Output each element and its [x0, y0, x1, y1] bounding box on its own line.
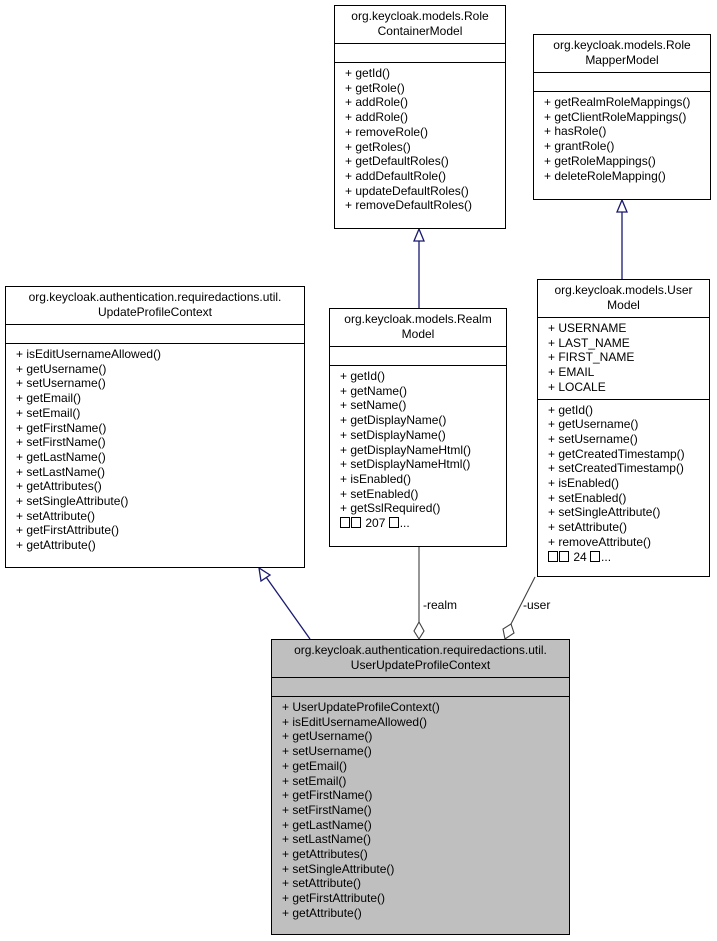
operation-item: + isEditUsernameAllowed() [16, 347, 162, 361]
operation-item: + setEnabled() [340, 486, 419, 501]
operation-item: + getUsername() [16, 361, 107, 376]
operation-item: + getFirstAttribute() [16, 523, 120, 538]
attribute-item: + LOCALE [548, 379, 606, 394]
operation-item: + setName() [340, 398, 407, 413]
attribute-item: + LAST_NAME [548, 335, 630, 350]
operation-item: + setUsername() [282, 744, 372, 759]
more-count: 24 [573, 549, 587, 564]
operation-item: + getDisplayNameHtml() [340, 442, 472, 457]
operations-section [335, 63, 505, 216]
operation-item: + setSingleAttribute() [282, 861, 395, 876]
operation-item: + getId() [548, 402, 594, 417]
aggregation-diamond [414, 622, 424, 639]
inheritance-arrowhead [617, 200, 627, 212]
class-user-model[interactable] [537, 279, 710, 577]
operation-item: + setFirstName() [16, 435, 106, 450]
operation-item: + removeDefaultRoles() [345, 198, 473, 213]
class-realm-model[interactable] [329, 308, 507, 547]
operations-section [330, 366, 506, 534]
class-update-profile-context[interactable] [5, 286, 305, 568]
class-title [335, 6, 505, 43]
operation-item: + removeAttribute() [548, 534, 652, 549]
operation-item: + getId() [340, 369, 386, 383]
operation-item: + isEnabled() [340, 471, 412, 486]
attribute-item: + FIRST_NAME [548, 350, 635, 365]
operation-item: + getRealmRoleMappings() [544, 95, 691, 109]
operations-section [6, 344, 304, 556]
class-title-line: Model [607, 298, 640, 312]
operation-item: + getEmail() [16, 391, 82, 406]
class-role-container-model[interactable] [334, 5, 506, 229]
operation-item: + setUsername() [16, 376, 106, 391]
operation-item: + setSingleAttribute() [548, 505, 661, 520]
operation-item: + getAttribute() [282, 905, 362, 920]
more-count: 207 [365, 516, 386, 531]
operation-item: + setDisplayNameHtml() [340, 457, 471, 472]
operation-item: + getClientRoleMappings() [544, 109, 687, 124]
attributes-section [335, 44, 505, 62]
operation-item: + removeRole() [345, 124, 429, 139]
more-operations-indicator: 207 ... [330, 516, 506, 531]
operation-item: + setEnabled() [548, 490, 627, 505]
glyph-box [590, 551, 600, 562]
attribute-item: + EMAIL [548, 365, 595, 380]
class-title-line: org.keycloak.models.Role [351, 9, 489, 23]
operation-item: + setLastName() [282, 832, 372, 847]
class-title [6, 287, 304, 324]
edge-label-realm: -realm [423, 598, 458, 612]
operation-item: + getRoles() [345, 139, 411, 154]
edge-userupdate-inherits-updateprofile [266, 577, 310, 639]
operation-item: + addRole() [345, 95, 409, 110]
attributes-section [534, 73, 710, 91]
operations-section [272, 697, 569, 924]
operation-item: + getFirstAttribute() [282, 891, 386, 906]
attributes-section [6, 325, 304, 343]
attributes-section [538, 318, 709, 399]
operation-item: + setAttribute() [16, 508, 96, 523]
operation-item: + setCreatedTimestamp() [548, 461, 684, 476]
class-title [272, 640, 569, 677]
glyph-box [389, 517, 399, 528]
operation-item: + getDisplayName() [340, 413, 447, 428]
operations-section [534, 92, 710, 186]
class-title-line: MapperModel [585, 53, 659, 67]
operation-item: + isEnabled() [548, 476, 620, 491]
attributes-section [272, 678, 569, 696]
operation-item: + setUsername() [548, 431, 638, 446]
operation-item: + setFirstName() [282, 802, 372, 817]
operation-item: + setAttribute() [282, 876, 362, 891]
operation-item: + setSingleAttribute() [16, 494, 129, 509]
class-title-line: org.keycloak.authentication.requiredactions.util. [28, 290, 282, 304]
operation-item: + getSslRequired() [340, 501, 441, 516]
operation-item: + getAttributes() [282, 847, 368, 862]
operation-item: + getRole() [345, 80, 405, 95]
class-title-line: UpdateProfileContext [97, 305, 213, 319]
operation-item: + getId() [345, 66, 391, 80]
operation-item: + getFirstName() [282, 788, 373, 803]
operation-item: + getUsername() [282, 729, 373, 744]
class-title-line: ContainerModel [377, 24, 463, 38]
operations-section [538, 400, 709, 568]
glyph-box [548, 551, 558, 562]
glyph-box [559, 551, 569, 562]
glyph-box [351, 517, 361, 528]
operation-item: + getName() [340, 383, 408, 398]
class-title-line: org.keycloak.models.Realm [344, 312, 492, 326]
operation-item: + getFirstName() [16, 420, 107, 435]
operation-item: + getEmail() [282, 758, 348, 773]
operation-item: + getLastName() [282, 817, 372, 832]
operation-item: + setDisplayName() [340, 427, 446, 442]
class-title-line: UserUpdateProfileContext [350, 658, 491, 672]
operation-item: + getUsername() [548, 417, 639, 432]
class-title [538, 280, 709, 317]
class-role-mapper-model[interactable] [533, 34, 711, 200]
class-user-update-profile-context[interactable] [271, 639, 570, 935]
operation-item: + getCreatedTimestamp() [548, 446, 685, 461]
inheritance-arrowhead [414, 229, 424, 241]
operation-item: + hasRole() [544, 124, 607, 139]
operation-item: + updateDefaultRoles() [345, 183, 469, 198]
operation-item: + getDefaultRoles() [345, 154, 449, 169]
aggregation-diamond [503, 624, 514, 639]
operation-item: + getAttribute() [16, 538, 96, 553]
class-title [330, 309, 506, 346]
operation-item: + setAttribute() [548, 520, 628, 535]
class-title-line: org.keycloak.authentication.requiredactions.util. [294, 643, 547, 657]
operation-item: + getAttributes() [16, 479, 102, 494]
class-title-line: org.keycloak.models.Role [553, 38, 691, 52]
class-title-line: Model [401, 327, 435, 341]
operation-item: + getRoleMappings() [544, 153, 656, 168]
attribute-item: + USERNAME [548, 321, 627, 335]
inheritance-arrowhead [259, 568, 270, 581]
operation-item: + grantRole() [544, 139, 615, 154]
operation-item: + addDefaultRole() [345, 168, 447, 183]
operation-item: + getLastName() [16, 449, 106, 464]
operation-item: + deleteRoleMapping() [544, 168, 666, 183]
edge-label-user: -user [523, 598, 551, 612]
operation-item: + setEmail() [282, 773, 347, 788]
more-operations-indicator: 24 ... [538, 550, 709, 565]
operation-item: + setEmail() [16, 405, 81, 420]
glyph-box [340, 517, 350, 528]
class-title [534, 35, 710, 72]
operation-item: + UserUpdateProfileContext() [282, 700, 440, 714]
operation-item: + isEditUsernameAllowed() [282, 714, 428, 729]
operation-item: + setLastName() [16, 464, 106, 479]
attributes-section [330, 347, 506, 365]
operation-item: + addRole() [345, 110, 409, 125]
class-title-line: org.keycloak.models.User [554, 283, 693, 297]
